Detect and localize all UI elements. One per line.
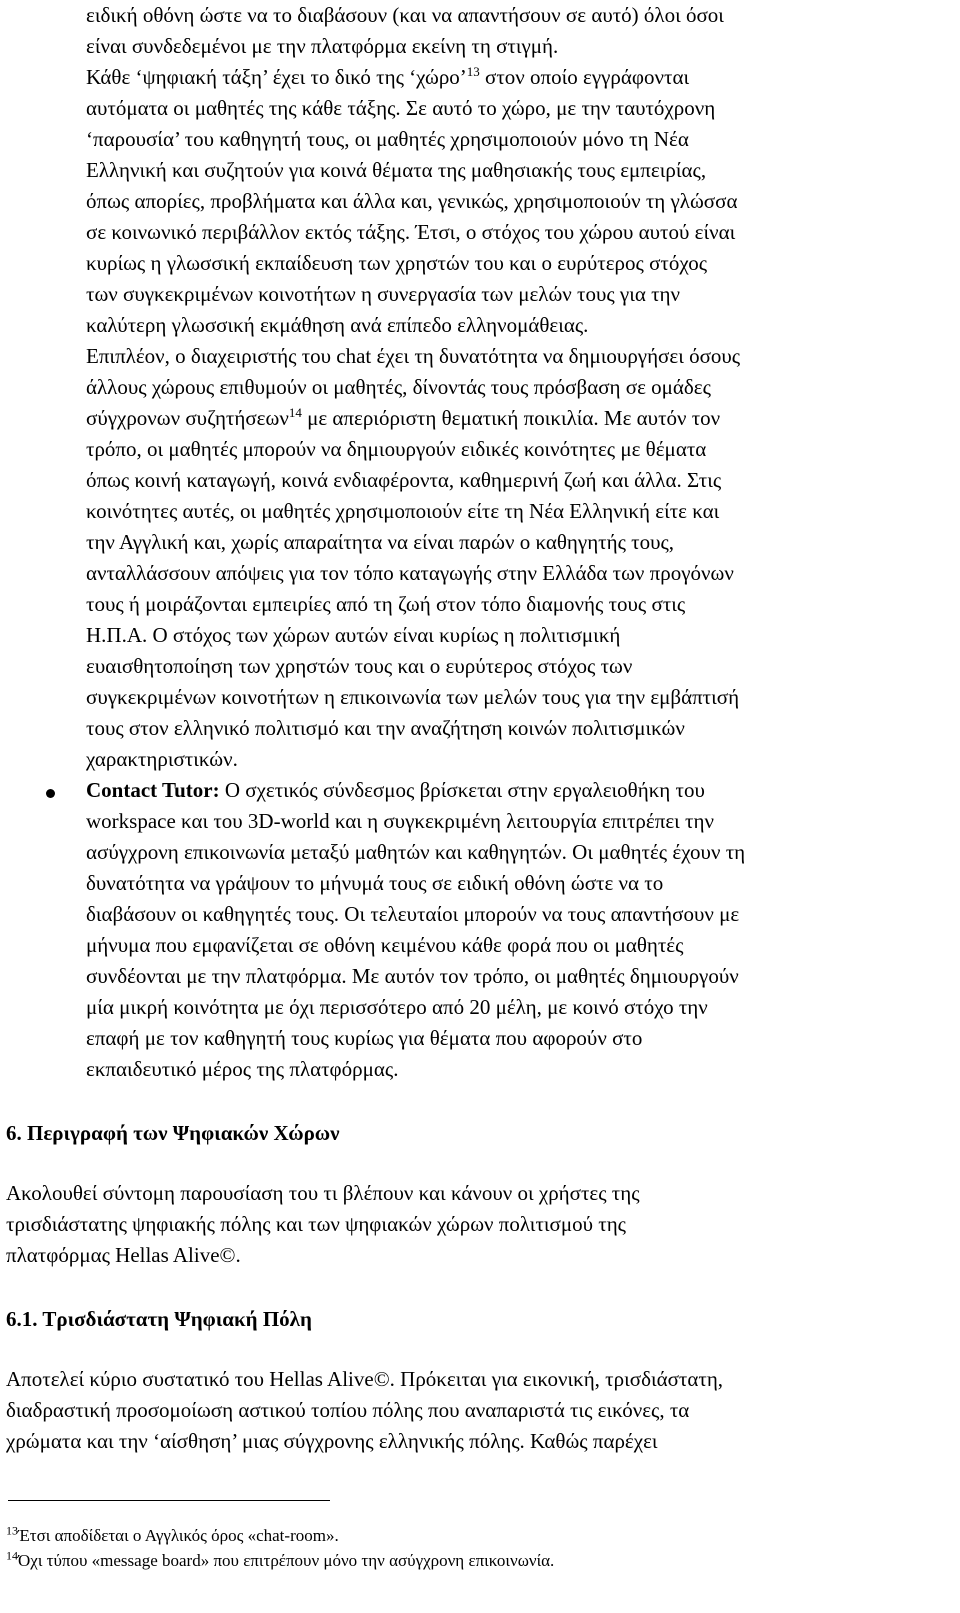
bullet-line: διαβάσουν οι καθηγητές τους. Οι τελευταίοι μπορούν να τους απαντήσουν με (86, 902, 740, 926)
paragraph-line: τους ή μοιράζονται εμπειρίες από τη ζωή στον τόπο διαμονής τους στις (86, 592, 686, 616)
footnote-divider (8, 1500, 330, 1501)
paragraph-line: Ακολουθεί σύντομη παρουσίαση του τι βλέπουν και κάνουν οι χρήστες της (6, 1181, 640, 1205)
paragraph-line: ανταλλάσσουν απόψεις για τον τόπο καταγωγής στην Ελλάδα των προγόνων (86, 561, 734, 585)
paragraph-line: ευαισθητοποίηση των χρηστών τους και ο ευρύτερος στόχος των (86, 654, 633, 678)
paragraph-line: είναι συνδεδεμένοι με την πλατφόρμα εκείνη τη στιγμή. (86, 34, 559, 58)
paragraph-line: Επιπλέον, ο διαχειριστής του chat έχει τη δυνατότητα να δημιουργήσει όσους (86, 344, 741, 368)
paragraph-line: Ελληνική και συζητούν για κοινά θέματα της μαθησιακής τους εμπειρίας, (86, 158, 707, 182)
bullet-line: συνδέονται με την πλατφόρμα. Με αυτόν τον τρόπο, οι μαθητές δημιουργούν (86, 964, 739, 988)
paragraph-line: συγκεκριμένων κοινοτήτων η επικοινωνία των μελών τους για την εμβάπτισή (86, 685, 740, 709)
paragraph-line: Αποτελεί κύριο συστατικό του Hellas Alive©. Πρόκειται για εικονική, τρισδιάστατη, (6, 1367, 724, 1391)
paragraph-line: των συγκεκριμένων κοινοτήτων η συνεργασία των μελών τους για την (86, 282, 681, 306)
paragraph-line: ‘παρουσία’ του καθηγητή τους, οι μαθητές χρησιμοποιούν μόνο τη Νέα (86, 127, 689, 151)
text-span: Ο σχετικός σύνδεσμος βρίσκεται στην εργαλειοθήκη του (219, 778, 705, 802)
footnote-text: Έτσι αποδίδεται ο Αγγλικός όρος «chat-room». (18, 1526, 339, 1545)
text-span: Κάθε ‘ψηφιακή τάξη’ έχει το δικό της ‘χώρο’ (86, 65, 467, 89)
bullet-line: εκπαιδευτικό μέρος της πλατφόρμας. (86, 1057, 399, 1081)
paragraph-line: ειδική οθόνη ώστε να το διαβάσουν (και να απαντήσουν σε αυτό) όλοι όσοι (86, 3, 724, 27)
footnote-number: 14 (6, 1548, 18, 1563)
bullet-label: Contact Tutor: (86, 778, 220, 802)
bullet-line: ασύγχρονη επικοινωνία μεταξύ μαθητών και καθηγητών. Οι μαθητές έχουν τη (86, 840, 746, 864)
paragraph-line: όπως απορίες, προβλήματα και άλλα και, γενικώς, χρησιμοποιούν τη γλώσσα (86, 189, 738, 213)
footnote-number: 13 (6, 1523, 18, 1538)
paragraph-line: τους στον ελληνικό πολιτισμό και την αναζήτηση κοινών πολιτισμικών (86, 716, 685, 740)
paragraph-line: πλατφόρμας Hellas Alive©. (6, 1243, 241, 1267)
bullet-line: επαφή με τον καθηγητή τους κυρίως για θέματα που αφορούν στο (86, 1026, 643, 1050)
bullet-line: μήνυμα που εμφανίζεται σε οθόνη κειμένου κάθε φορά που οι μαθητές (86, 933, 684, 957)
text-span: στον οποίο εγγράφονται (479, 65, 690, 89)
paragraph-line: όπως κοινή καταγωγή, κοινά ενδιαφέροντα, καθημερινή ζωή και άλλα. Στις (86, 468, 722, 492)
subsection-heading: 6.1. Τρισδιάστατη Ψηφιακή Πόλη (6, 1307, 312, 1331)
text-span: με απεριόριστη θεματική ποικιλία. Με αυτόν τον (301, 406, 721, 430)
bullet-line: workspace και του 3D-world και η συγκεκριμένη λειτουργία επιτρέπει την (86, 809, 714, 833)
paragraph-line: άλλους χώρους επιθυμούν οι μαθητές, δίνοντάς τους πρόσβαση σε ομάδες (86, 375, 711, 399)
footnote-ref-14: 14 (288, 405, 302, 420)
paragraph-line: χρώματα και την ‘αίσθηση’ μιας σύγχρονης ελληνικής πόλης. Καθώς παρέχει (6, 1429, 658, 1453)
paragraph-line: χαρακτηριστικών. (86, 747, 238, 771)
footnote-13 (6, 1525, 339, 1547)
bullet-line: μία μικρή κοινότητα με όχι περισσότερο από 20 μέλη, με κοινό στόχο την (86, 995, 708, 1019)
paragraph-line: κυρίως η γλωσσική εκπαίδευση των χρηστών του και ο ευρύτερος στόχος (86, 251, 708, 275)
section-heading: 6. Περιγραφή των Ψηφιακών Χώρων (6, 1121, 340, 1145)
footnote-14 (6, 1550, 554, 1572)
paragraph-line: διαδραστική προσομοίωση αστικού τοπίου πόλης που αναπαριστά τις εικόνες, τα (6, 1398, 690, 1422)
bullet-icon (46, 789, 55, 798)
paragraph-line: σε κοινωνικό περιβάλλον εκτός τάξης. Έτσι, ο στόχος του χώρου αυτού είναι (86, 220, 736, 244)
paragraph-line: αυτόματα οι μαθητές της κάθε τάξης. Σε αυτό το χώρο, με την ταυτόχρονη (86, 96, 716, 120)
text-span: σύγχρονων συζητήσεων (86, 406, 289, 430)
bullet-line: δυνατότητα να γράψουν το μήνυμά τους σε ειδική οθόνη ώστε να το (86, 871, 664, 895)
footnote-ref-13: 13 (466, 64, 480, 79)
paragraph-line: τρόπο, οι μαθητές μπορούν να δημιουργούν ειδικές κοινότητες με θέματα (86, 437, 707, 461)
paragraph-line: την Αγγλική και, χωρίς απαραίτητα να είναι παρών ο καθηγητής τους, (86, 530, 675, 554)
paragraph-line (86, 403, 720, 434)
paragraph-line: τρισδιάστατης ψηφιακής πόλης και των ψηφιακών χώρων πολιτισμού της (6, 1212, 626, 1236)
paragraph-line: κοινότητες αυτές, οι μαθητές χρησιμοποιούν είτε τη Νέα Ελληνική είτε και (86, 499, 720, 523)
footnote-text: Όχι τύπου «message board» που επιτρέπουν μόνο την ασύγχρονη επικοινωνία. (18, 1551, 555, 1570)
paragraph-line: καλύτερη γλωσσική εκμάθηση ανά επίπεδο ελληνομάθειας. (86, 313, 589, 337)
paragraph-line (86, 62, 689, 93)
bullet-line (86, 775, 705, 806)
paragraph-line: Η.Π.Α. Ο στόχος των χώρων αυτών είναι κυρίως η πολιτισμική (86, 623, 621, 647)
